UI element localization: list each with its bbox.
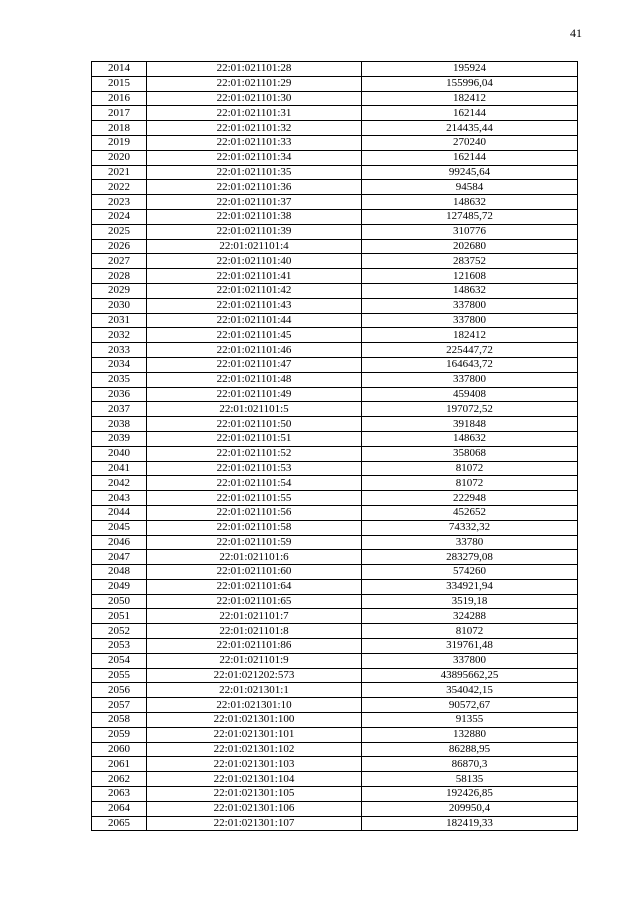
table-row [92,594,578,609]
table-row [92,343,578,358]
row-number-cell: 2058 [92,713,147,728]
row-number-cell: 2055 [92,668,147,683]
table-row [92,565,578,580]
table-row [92,135,578,150]
cadastral-number-cell: 22:01:021301:104 [147,772,362,787]
row-number-cell: 2062 [92,772,147,787]
cadastral-number-cell: 22:01:021301:106 [147,801,362,816]
cadastral-number-cell: 22:01:021101:41 [147,269,362,284]
cadastral-value-cell: 99245,64 [362,165,578,180]
table-row [92,269,578,284]
row-number-cell: 2043 [92,491,147,506]
cadastral-number-cell: 22:01:021101:53 [147,461,362,476]
table-body [92,62,578,831]
table-row [92,609,578,624]
cadastral-value-cell: 86288,95 [362,742,578,757]
table-row [92,698,578,713]
row-number-cell: 2052 [92,624,147,639]
cadastral-value-cell: 132880 [362,727,578,742]
table-row [92,727,578,742]
cadastral-value-cell: 337800 [362,313,578,328]
cadastral-value-cell: 310776 [362,224,578,239]
table-row [92,624,578,639]
cadastral-value-cell: 283752 [362,254,578,269]
cadastral-number-cell: 22:01:021301:10 [147,698,362,713]
table-row [92,417,578,432]
row-number-cell: 2063 [92,787,147,802]
cadastral-number-cell: 22:01:021301:102 [147,742,362,757]
cadastral-number-cell: 22:01:021301:101 [147,727,362,742]
table-row [92,668,578,683]
row-number-cell: 2032 [92,328,147,343]
table-row [92,431,578,446]
page-number: 41 [570,26,582,40]
row-number-cell: 2028 [92,269,147,284]
row-number-cell: 2038 [92,417,147,432]
row-number-cell: 2021 [92,165,147,180]
cadastral-value-cell: 270240 [362,135,578,150]
cadastral-number-cell: 22:01:021101:58 [147,520,362,535]
table-row [92,91,578,106]
table-row [92,328,578,343]
cadastral-value-cell: 283279,08 [362,550,578,565]
row-number-cell: 2041 [92,461,147,476]
cadastral-value-cell: 58135 [362,772,578,787]
cadastral-value-cell: 182412 [362,91,578,106]
row-number-cell: 2059 [92,727,147,742]
cadastral-value-cell: 81072 [362,461,578,476]
table-row [92,209,578,224]
table-row [92,683,578,698]
row-number-cell: 2042 [92,476,147,491]
cadastral-number-cell: 22:01:021301:1 [147,683,362,698]
cadastral-value-cell: 121608 [362,269,578,284]
cadastral-value-cell: 337800 [362,653,578,668]
table-row [92,76,578,91]
cadastral-number-cell: 22:01:021101:8 [147,624,362,639]
cadastral-number-cell: 22:01:021101:48 [147,372,362,387]
cadastral-value-cell: 81072 [362,476,578,491]
table-row [92,446,578,461]
cadastral-number-cell: 22:01:021301:100 [147,713,362,728]
cadastral-value-cell: 148632 [362,283,578,298]
cadastral-value-cell: 337800 [362,372,578,387]
table-row [92,535,578,550]
table-row [92,106,578,121]
row-number-cell: 2045 [92,520,147,535]
table-row [92,757,578,772]
cadastral-number-cell: 22:01:021301:103 [147,757,362,772]
cadastral-value-cell: 452652 [362,505,578,520]
row-number-cell: 2057 [92,698,147,713]
row-number-cell: 2049 [92,579,147,594]
table-row [92,461,578,476]
row-number-cell: 2036 [92,387,147,402]
row-number-cell: 2019 [92,135,147,150]
cadastral-value-cell: 3519,18 [362,594,578,609]
row-number-cell: 2033 [92,343,147,358]
table-row [92,639,578,654]
cadastral-number-cell: 22:01:021101:52 [147,446,362,461]
cadastral-number-cell: 22:01:021101:38 [147,209,362,224]
cadastral-number-cell: 22:01:021101:28 [147,62,362,77]
cadastral-number-cell: 22:01:021101:44 [147,313,362,328]
cadastral-value-cell: 202680 [362,239,578,254]
row-number-cell: 2018 [92,121,147,136]
cadastral-value-cell: 195924 [362,62,578,77]
cadastral-number-cell: 22:01:021101:30 [147,91,362,106]
row-number-cell: 2016 [92,91,147,106]
cadastral-number-cell: 22:01:021101:39 [147,224,362,239]
cadastral-value-cell: 209950,4 [362,801,578,816]
table-row [92,801,578,816]
cadastral-number-cell: 22:01:021101:6 [147,550,362,565]
cadastral-value-cell: 33780 [362,535,578,550]
table-row [92,165,578,180]
cadastral-value-cell: 319761,48 [362,639,578,654]
table-row [92,254,578,269]
cadastral-number-cell: 22:01:021101:7 [147,609,362,624]
cadastral-number-cell: 22:01:021101:49 [147,387,362,402]
row-number-cell: 2034 [92,357,147,372]
cadastral-value-cell: 155996,04 [362,76,578,91]
cadastral-number-cell: 22:01:021101:50 [147,417,362,432]
cadastral-number-cell: 22:01:021101:86 [147,639,362,654]
cadastral-number-cell: 22:01:021101:31 [147,106,362,121]
table-row [92,62,578,77]
row-number-cell: 2039 [92,431,147,446]
cadastral-number-cell: 22:01:021101:4 [147,239,362,254]
cadastral-value-cell: 86870,3 [362,757,578,772]
cadastral-value-cell: 94584 [362,180,578,195]
cadastral-number-cell: 22:01:021101:60 [147,565,362,580]
cadastral-number-cell: 22:01:021101:47 [147,357,362,372]
row-number-cell: 2065 [92,816,147,831]
table-row [92,713,578,728]
cadastral-number-cell: 22:01:021101:37 [147,195,362,210]
table-row [92,150,578,165]
row-number-cell: 2031 [92,313,147,328]
cadastral-value-cell: 90572,67 [362,698,578,713]
row-number-cell: 2037 [92,402,147,417]
table-row [92,372,578,387]
table-row [92,816,578,831]
table-row [92,224,578,239]
table-row [92,772,578,787]
cadastral-value-cell: 162144 [362,106,578,121]
cadastral-value-cell: 459408 [362,387,578,402]
row-number-cell: 2047 [92,550,147,565]
table-row [92,387,578,402]
table-row [92,491,578,506]
cadastral-value-cell: 127485,72 [362,209,578,224]
row-number-cell: 2022 [92,180,147,195]
cadastral-value-cell: 324288 [362,609,578,624]
cadastral-number-cell: 22:01:021301:105 [147,787,362,802]
table-row [92,283,578,298]
row-number-cell: 2054 [92,653,147,668]
cadastral-number-cell: 22:01:021101:46 [147,343,362,358]
cadastral-number-cell: 22:01:021101:65 [147,594,362,609]
cadastral-value-cell: 43895662,25 [362,668,578,683]
row-number-cell: 2025 [92,224,147,239]
cadastral-value-cell: 164643,72 [362,357,578,372]
row-number-cell: 2053 [92,639,147,654]
row-number-cell: 2030 [92,298,147,313]
row-number-cell: 2060 [92,742,147,757]
cadastral-value-cell: 222948 [362,491,578,506]
cadastral-number-cell: 22:01:021101:33 [147,135,362,150]
cadastral-value-cell: 225447,72 [362,343,578,358]
cadastral-value-cell: 197072,52 [362,402,578,417]
cadastral-number-cell: 22:01:021101:40 [147,254,362,269]
cadastral-number-cell: 22:01:021101:42 [147,283,362,298]
table-row [92,195,578,210]
row-number-cell: 2020 [92,150,147,165]
cadastral-number-cell: 22:01:021101:56 [147,505,362,520]
table-row [92,579,578,594]
table-row [92,180,578,195]
cadastral-number-cell: 22:01:021301:107 [147,816,362,831]
cadastral-number-cell: 22:01:021101:5 [147,402,362,417]
cadastral-number-cell: 22:01:021101:55 [147,491,362,506]
cadastral-value-table [91,61,578,831]
table-row [92,742,578,757]
row-number-cell: 2046 [92,535,147,550]
table-row [92,121,578,136]
cadastral-value-cell: 182419,33 [362,816,578,831]
cadastral-value-cell: 574260 [362,565,578,580]
row-number-cell: 2026 [92,239,147,254]
table-row [92,520,578,535]
row-number-cell: 2017 [92,106,147,121]
row-number-cell: 2029 [92,283,147,298]
cadastral-number-cell: 22:01:021101:59 [147,535,362,550]
cadastral-number-cell: 22:01:021101:29 [147,76,362,91]
row-number-cell: 2064 [92,801,147,816]
cadastral-value-cell: 358068 [362,446,578,461]
table-row [92,653,578,668]
table-row [92,239,578,254]
table-row [92,787,578,802]
cadastral-value-cell: 81072 [362,624,578,639]
table-row [92,402,578,417]
cadastral-value-cell: 391848 [362,417,578,432]
cadastral-number-cell: 22:01:021101:51 [147,431,362,446]
cadastral-number-cell: 22:01:021101:32 [147,121,362,136]
cadastral-number-cell: 22:01:021101:54 [147,476,362,491]
table-row [92,298,578,313]
cadastral-number-cell: 22:01:021101:43 [147,298,362,313]
table-row [92,505,578,520]
table-row [92,357,578,372]
cadastral-number-cell: 22:01:021101:45 [147,328,362,343]
row-number-cell: 2048 [92,565,147,580]
table-row [92,550,578,565]
cadastral-value-cell: 192426,85 [362,787,578,802]
cadastral-value-cell: 337800 [362,298,578,313]
row-number-cell: 2040 [92,446,147,461]
cadastral-value-cell: 148632 [362,431,578,446]
cadastral-number-cell: 22:01:021101:34 [147,150,362,165]
row-number-cell: 2024 [92,209,147,224]
cadastral-number-cell: 22:01:021101:64 [147,579,362,594]
row-number-cell: 2023 [92,195,147,210]
row-number-cell: 2015 [92,76,147,91]
cadastral-number-cell: 22:01:021101:36 [147,180,362,195]
row-number-cell: 2061 [92,757,147,772]
cadastral-value-cell: 162144 [362,150,578,165]
table-row [92,476,578,491]
cadastral-value-cell: 214435,44 [362,121,578,136]
table-row [92,313,578,328]
cadastral-value-cell: 74332,32 [362,520,578,535]
cadastral-number-cell: 22:01:021101:9 [147,653,362,668]
row-number-cell: 2014 [92,62,147,77]
cadastral-value-cell: 334921,94 [362,579,578,594]
cadastral-value-cell: 354042,15 [362,683,578,698]
row-number-cell: 2044 [92,505,147,520]
cadastral-number-cell: 22:01:021101:35 [147,165,362,180]
cadastral-value-cell: 91355 [362,713,578,728]
cadastral-number-cell: 22:01:021202:573 [147,668,362,683]
row-number-cell: 2056 [92,683,147,698]
cadastral-value-cell: 182412 [362,328,578,343]
row-number-cell: 2027 [92,254,147,269]
cadastral-value-cell: 148632 [362,195,578,210]
row-number-cell: 2051 [92,609,147,624]
row-number-cell: 2050 [92,594,147,609]
row-number-cell: 2035 [92,372,147,387]
